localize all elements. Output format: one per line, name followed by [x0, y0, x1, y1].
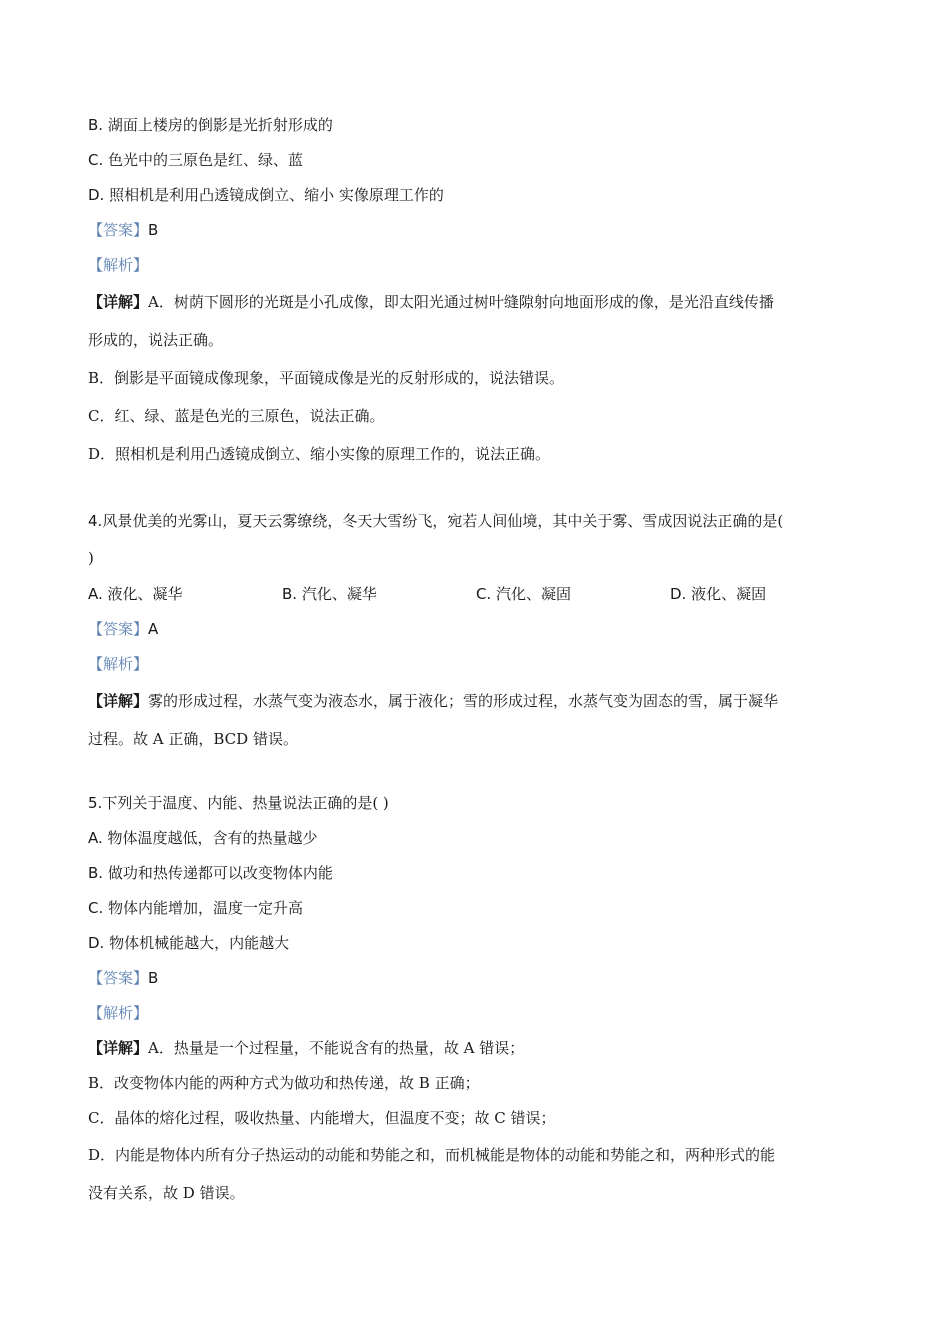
q3-option-b: B. 湖面上楼房的倒影是光折射形成的 [88, 116, 333, 134]
q4-stem: 4.风景优美的光雾山，夏天云雾缭绕，冬天大雪纷飞，宛若人间仙境，其中关于雾、雪成因说法正确的是( [88, 512, 784, 530]
q5-answer [88, 961, 868, 996]
answer-value: A [148, 620, 159, 638]
q5-option-c: C. 物体内能增加，温度一定升高 [88, 899, 304, 917]
q3-analysis [88, 248, 868, 283]
q5-detail-a: 【详解】A．热量是一个过程量，不能说含有的热量，故 A 错误； [88, 1039, 525, 1057]
q5-option-b: B. 做功和热传递都可以改变物体内能 [88, 864, 333, 882]
answer-value: B [148, 969, 159, 987]
analysis-tag: 【解析】 [88, 256, 149, 274]
q5-stem: 5.下列关于温度、内能、热量说法正确的是( ) [88, 794, 389, 812]
question-5 [88, 786, 868, 1212]
q5-detail-d-cont: 没有关系，故 D 错误。 [88, 1184, 245, 1202]
q4-detail: 【详解】雾的形成过程，水蒸气变为液态水，属于液化；雪的形成过程，水蒸气变为固态的雪，属于凝华 [88, 692, 779, 710]
question-3-continuation [88, 108, 868, 473]
q3-answer [88, 213, 868, 248]
q5-analysis [88, 996, 868, 1031]
analysis-tag: 【解析】 [88, 1004, 149, 1022]
q3-detail-a: 【详解】A．树荫下圆形的光斑是小孔成像，即太阳光通过树叶缝隙射向地面形成的像，是光沿直线传播 [88, 293, 774, 311]
detail-tag: 【详解】 [88, 692, 149, 710]
q4-option-b: B. 汽化、凝华 [282, 585, 377, 603]
q4-answer [88, 612, 868, 647]
q3-detail-a-cont: 形成的，说法正确。 [88, 331, 224, 349]
q5-detail-b: B．改变物体内能的两种方式为做功和热传递，故 B 正确； [88, 1074, 480, 1092]
q4-options [88, 577, 868, 612]
answer-value: B [148, 221, 159, 239]
q3-option-d: D. 照相机是利用凸透镜成倒立、缩小 实像原理工作的 [88, 186, 444, 204]
q4-option-c: C. 汽化、凝固 [476, 585, 572, 603]
question-4 [88, 504, 868, 758]
q3-detail-b: B．倒影是平面镜成像现象，平面镜成像是光的反射形成的，说法错误。 [88, 369, 565, 387]
q5-detail-d: D．内能是物体内所有分子热运动的动能和势能之和，而机械能是物体的动能和势能之和，两种形式的能 [88, 1146, 776, 1164]
q5-option-a: A. 物体温度越低，含有的热量越少 [88, 829, 318, 847]
detail-tag: 【详解】 [88, 1039, 149, 1057]
q4-detail-cont: 过程。故 A 正确，BCD 错误。 [88, 730, 298, 748]
q3-detail-d: D．照相机是利用凸透镜成倒立、缩小实像的原理工作的，说法正确。 [88, 445, 551, 463]
analysis-tag: 【解析】 [88, 655, 149, 673]
q4-stem-cont: ) [88, 549, 94, 567]
question-number: 5. [88, 794, 103, 812]
q4-option-d: D. 液化、凝固 [670, 585, 767, 603]
q3-option-c: C. 色光中的三原色是红、绿、蓝 [88, 151, 304, 169]
q5-detail-c: C．晶体的熔化过程，吸收热量、内能增大，但温度不变；故 C 错误； [88, 1109, 556, 1127]
q5-option-d: D. 物体机械能越大，内能越大 [88, 934, 290, 952]
q4-analysis [88, 647, 868, 682]
q3-detail-c: C．红、绿、蓝是色光的三原色，说法正确。 [88, 407, 385, 425]
answer-tag: 【答案】 [88, 620, 149, 638]
detail-tag: 【详解】 [88, 293, 149, 311]
q4-option-a: A. 液化、凝华 [88, 585, 183, 603]
answer-tag: 【答案】 [88, 969, 149, 987]
question-number: 4. [88, 512, 103, 530]
answer-tag: 【答案】 [88, 221, 149, 239]
